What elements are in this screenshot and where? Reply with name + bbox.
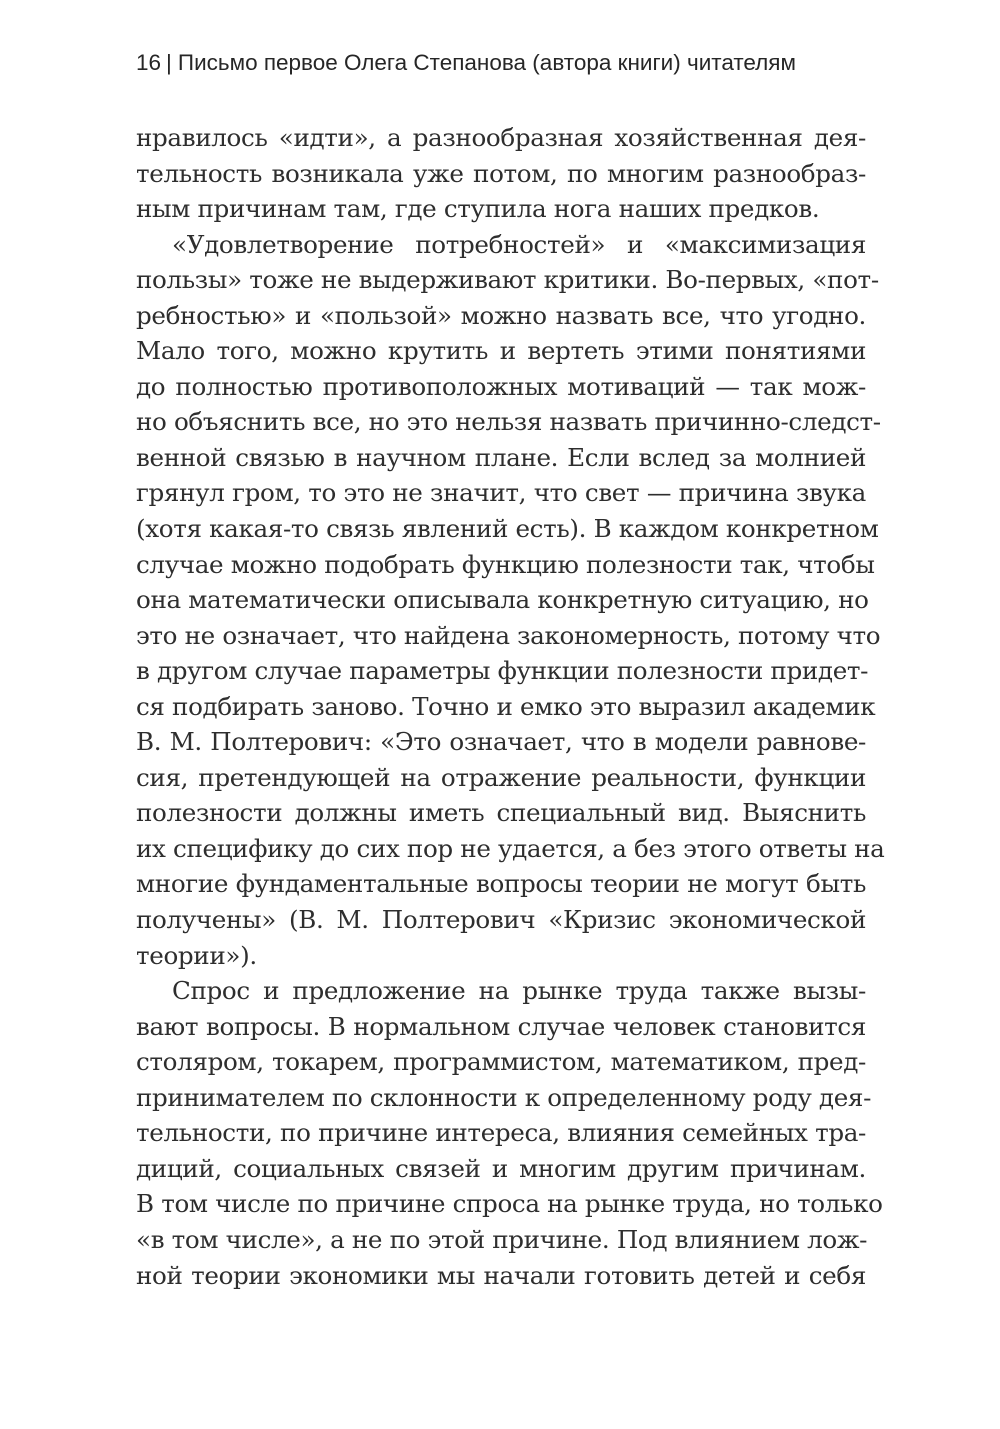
text-line: в другом случае параметры функции полезности придет-	[136, 656, 869, 686]
text-line: многие фундаментальные вопросы теории не могут быть	[136, 869, 866, 899]
body-text	[136, 120, 885, 1293]
text-line: ным причинам там, где ступила нога наших предков.	[136, 194, 820, 224]
page-number: 16	[136, 50, 162, 75]
text-line: теории»).	[136, 940, 257, 970]
text-line: случае можно подобрать функцию полезности так, чтобы	[136, 549, 875, 579]
text-line: (хотя какая-то связь явлений есть). В каждом конкретном	[136, 514, 879, 544]
chapter-title: Письмо первое Олега Степанова (автора книги) читателям	[177, 50, 796, 75]
text-line: она математически описывала конкретную ситуацию, но	[136, 585, 869, 615]
text-line: Спрос и предложение на рынке труда также вызы-	[172, 976, 866, 1006]
text-line: но объяснить все, но это нельзя назвать причинно-следст-	[136, 407, 881, 437]
running-header	[136, 50, 796, 76]
text-line: вают вопросы. В нормальном случае человек становится	[136, 1011, 866, 1041]
text-line: Мало того, можно крутить и вертеть этими понятиями	[136, 336, 866, 366]
text-line: ной теории экономики мы начали готовить детей и себя	[136, 1260, 866, 1290]
text-line: венной связью в научном плане. Если вслед за молнией	[136, 442, 866, 472]
text-line: это не означает, что найдена закономерность, потому что	[136, 620, 881, 650]
text-line: ребностью» и «пользой» можно назвать все, что угодно.	[136, 300, 866, 330]
text-line: пользы» тоже не выдерживают критики. Во-первых, «пот-	[136, 265, 879, 295]
text-line: нравилось «идти», а разнообразная хозяйственная дея-	[136, 123, 866, 152]
text-line: столяром, токарем, программистом, математиком, пред-	[136, 1047, 866, 1077]
text-line: тельности, по причине интереса, влияния семейных тра-	[136, 1118, 866, 1148]
text-line: В. М. Полтерович: «Это означает, что в модели равнове-	[136, 727, 866, 757]
text-line: тельность возникала уже потом, по многим разнообраз-	[136, 158, 866, 188]
text-line: до полностью противоположных мотиваций — так мож-	[136, 371, 866, 401]
text-line: принимателем по склонности к определенному роду дея-	[136, 1082, 872, 1112]
text-line: полезности должны иметь специальный вид. Выяснить	[136, 798, 866, 828]
text-line: В том числе по причине спроса на рынке труда, но только	[136, 1189, 883, 1219]
text-line: грянул гром, то это не значит, что свет — причина звука	[136, 478, 866, 508]
text-line: «Удовлетворение потребностей» и «максимизация	[172, 229, 866, 259]
text-line: сия, претендующей на отражение реальности, функции	[136, 762, 866, 792]
text-line: ся подбирать заново. Точно и емко это выразил академик	[136, 691, 876, 721]
text-line: «в том числе», а не по этой причине. Под влиянием лож-	[136, 1224, 868, 1254]
text-line: диций, социальных связей и многим другим причинам.	[136, 1153, 866, 1183]
header-separator: |	[166, 50, 172, 75]
text-line: получены» (В. М. Полтерович «Кризис экономической	[136, 905, 866, 935]
text-line: их специфику до сих пор не удается, а без этого ответы на	[136, 833, 885, 863]
